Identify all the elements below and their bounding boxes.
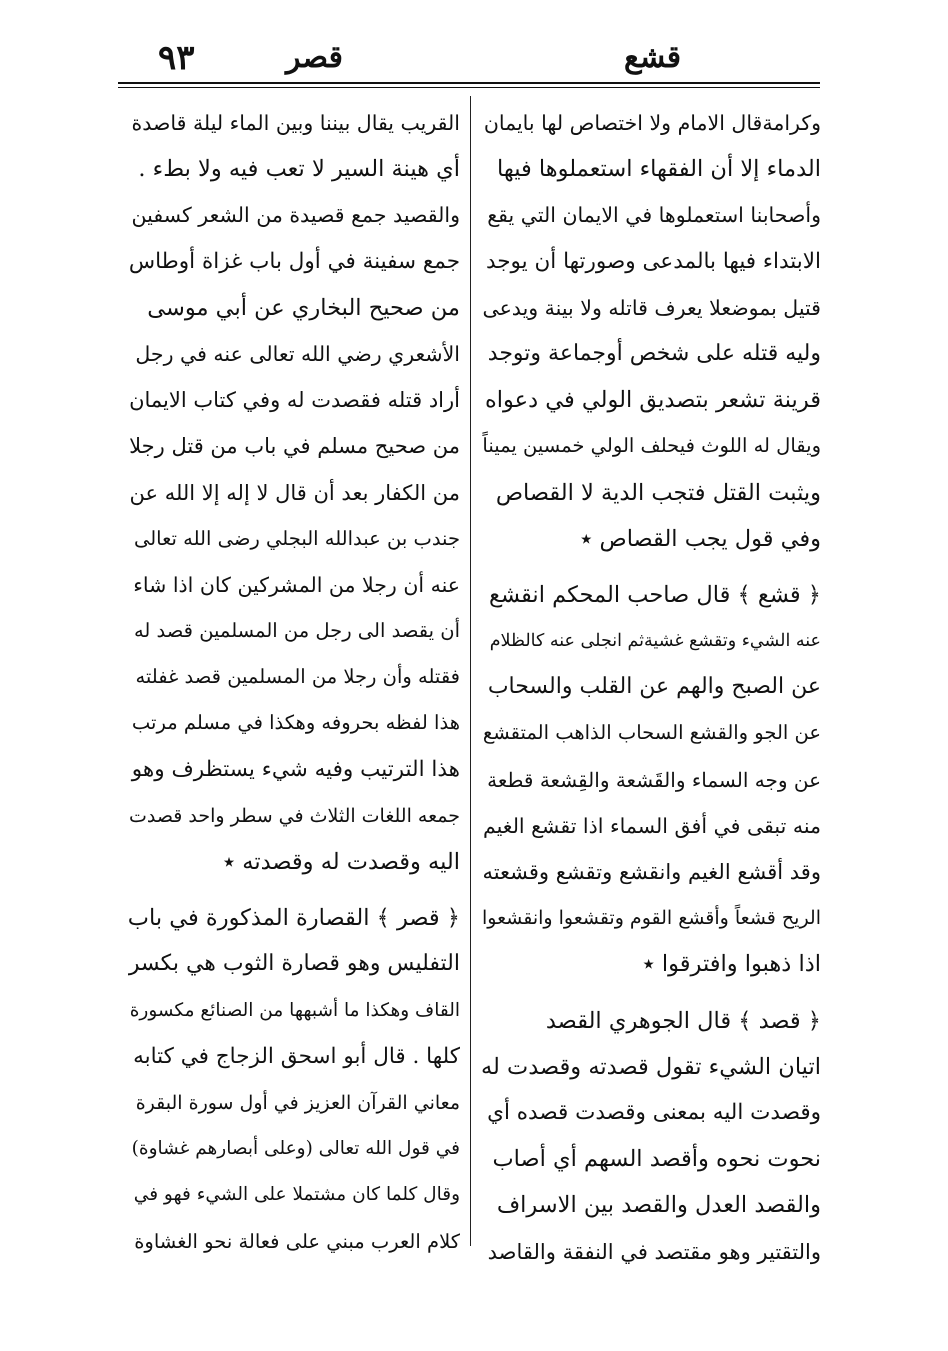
text-line: التفليس وهو قصارة الثوب هي بكسر [128, 951, 460, 977]
text-line: وفي قول يجب القصاص ٭ [580, 525, 821, 552]
text-line: فقتله وأن رجلا من المسلمين قصد غفلته [135, 665, 460, 689]
text-line: عن وجه السماء والقَشعة والقِشعة قطعة [487, 767, 821, 792]
text-line: قرينة تشعر بتصديق الولي في دعواه [484, 387, 821, 414]
text-line: أي هينة السير لا تعب فيه ولا بطء . [138, 156, 460, 183]
paragraph-gap [481, 988, 821, 998]
text-line: القاف وهكذا ما أشبهها من الصنائع مكسورة [129, 999, 460, 1021]
header-right-word: قشع [624, 40, 682, 75]
paragraph-gap [128, 885, 460, 895]
text-line: وكرامةقال الامام ولا اختصاص لها بايمان [483, 111, 821, 135]
text-line: ﴿ قصر ﴾ القصارة المذكورة في باب [128, 905, 460, 932]
text-line: وقصدت اليه بمعنى وقصدت قصده أي [487, 1099, 821, 1125]
text-line: ويثبت القتل فتجب الدية لا القصاص [495, 479, 821, 506]
text-line: جندب بن عبدالله البجلي رضى الله تعالى [133, 526, 460, 550]
text-line: في قول الله تعالى (وعلى أبصارهم غشاوة) [131, 1138, 460, 1160]
text-line: أن يقصد الى رجل من المسلمين قصد له [133, 619, 460, 643]
text-line: من صحيح البخاري عن أبي موسى [147, 294, 460, 321]
header-left-word: قصر [286, 40, 343, 75]
text-line: نحوت نحوه وأقصد السهم أي أصاب [492, 1146, 821, 1173]
text-line: وقال كلما كان مشتملا على الشيء فهو في [133, 1184, 460, 1206]
text-line: من الكفار بعد أن قال لا إله إلا الله عن [129, 480, 460, 505]
text-line: كلها . قال أبو اسحق الزجاج في كتابه [133, 1043, 460, 1069]
column-divider [470, 96, 471, 1246]
text-line: عنه الشيء وتقشع غشيةثم انجلى عنه كالظلام [489, 631, 821, 652]
page-number: ٩٣ [158, 38, 195, 78]
text-line: والقصيد جمع قصيدة من الشعر كسفين [131, 203, 460, 228]
text-line: عن الصبح والهم عن القلب والسحاب [487, 674, 821, 700]
text-line: جمعه اللغات الثلاث في سطر واحد قصدت [128, 804, 460, 827]
text-line: اذا ذهبوا وافترقوا ٭ [642, 951, 821, 978]
text-line: منه تبقى في أفق السماء اذا تقشع الغيم [482, 813, 821, 838]
text-line: الأشعري رضي الله تعالى عنه في رجل [135, 341, 460, 366]
text-line: من صحيح مسلم في باب من قتل رجلا [129, 434, 460, 459]
text-line: جمع سفينة في أول باب غزاة أوطاس [128, 248, 460, 274]
right-column [481, 100, 821, 1275]
text-line: وقد أقشع الغيم وانقشع وتقشع وقشعته [482, 860, 821, 884]
text-line: وأصحابنا استعملوها في الايمان التي يقع [487, 203, 821, 228]
text-line: قتيل بموضعلا يعرف قاتله ولا بينة ويدعى [482, 295, 821, 320]
text-line: اتيان الشيء تقول قصدته وقصدت له [481, 1053, 821, 1080]
text-line: وليه قتله على شخص أوجماعة وتوجد [487, 340, 821, 366]
text-line: عن الجو والقشع السحاب الذاهب المتقشع [482, 721, 821, 745]
text-line: ﴿ قشع ﴾ قال صاحب المحكم انقشع [489, 581, 821, 608]
text-line: والقصد العدل والقصد بين الاسراف [496, 1192, 821, 1219]
text-line: اليه وقصدت له وقصدته ٭ [222, 849, 460, 875]
paragraph-gap [481, 562, 821, 572]
text-line: أراد قتله فقصدت له وفي كتاب الايمان [129, 388, 460, 413]
text-line: هذا لفظه بحروفه وهكذا في مسلم مرتب [131, 711, 460, 735]
text-line: والتقتير وهو مقتصد في النفقة والقاصد [487, 1239, 821, 1264]
text-line: الريح قشعاً وأقشع القوم وتقشعوا وانقشعوا [482, 907, 821, 930]
text-line: هذا الترتيب وفيه شيء يستظرف وهو [131, 756, 460, 782]
text-line: ويقال له اللوث فيحلف الولي خمسين يميناً [482, 434, 821, 458]
text-line: القريب يقال بيننا وبين الماء ليلة قاصدة [131, 111, 460, 135]
page-header [118, 36, 823, 80]
text-line: عنه أن رجلا من المشركين كان اذا شاء [133, 572, 460, 597]
text-line: الابتداء فيها بالمدعى وصورتها أن يوجد [485, 248, 821, 274]
text-line: معاني القرآن العزيز في أول سورة البقرة [135, 1091, 460, 1114]
left-column [128, 100, 460, 1265]
text-line: كلام العرب مبني على فعالة نحو الغشاوة [134, 1229, 460, 1253]
header-rule [118, 82, 820, 88]
text-line: ﴿ قصد ﴾ قال الجوهري القصد [545, 1007, 821, 1034]
text-line: الدماء إلا أن الفقهاء استعملوها فيها [496, 156, 821, 183]
